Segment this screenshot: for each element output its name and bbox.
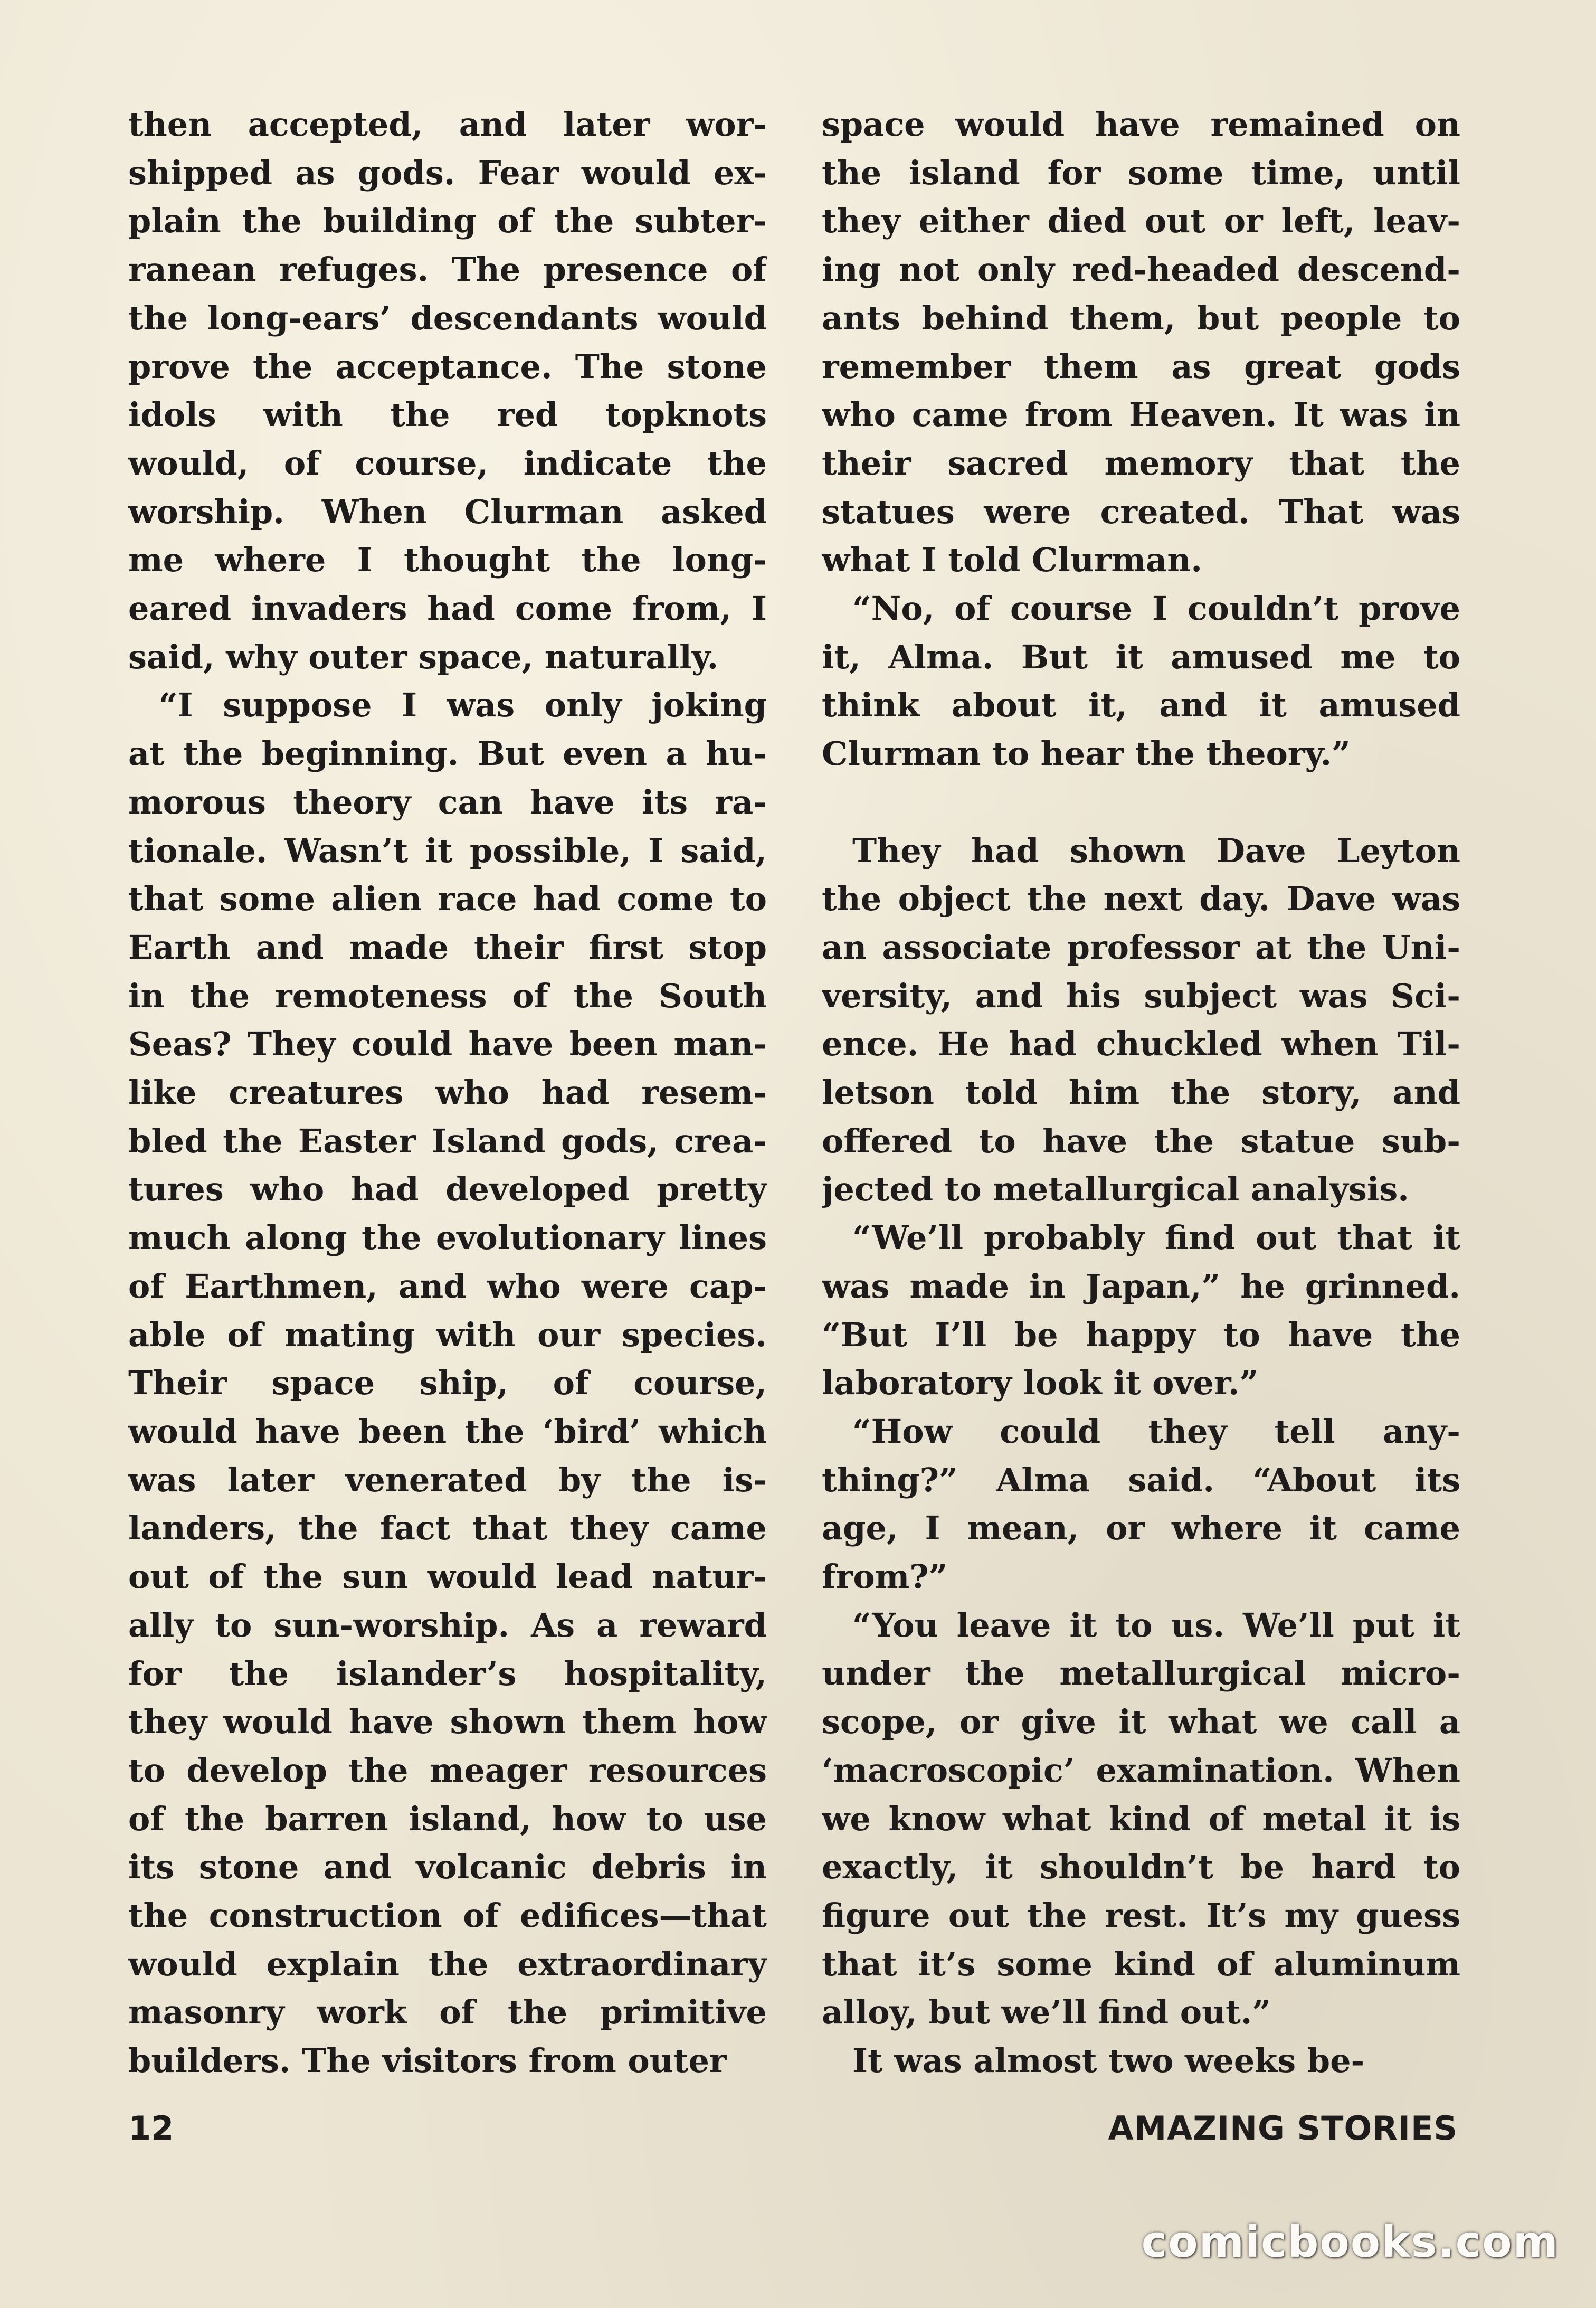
text-line: Their space ship, of course, <box>128 1364 767 1403</box>
text-line: then accepted, and later wor- <box>128 105 767 144</box>
text-line: in the remoteness of the South <box>128 976 767 1015</box>
text-line: remember them as great gods <box>822 347 1460 386</box>
text-line: ants behind them, but people to <box>822 298 1460 337</box>
text-line: who came from Heaven. It was in <box>822 395 1460 434</box>
text-line: age, I mean, or where it came <box>822 1509 1460 1548</box>
text-line: much along the evolutionary lines <box>128 1218 767 1257</box>
left-text-column <box>128 100 767 2085</box>
section-break <box>822 778 1460 827</box>
text-line: scope, or give it what we call a <box>822 1702 1460 1742</box>
text-line: would, of course, indicate the <box>128 443 767 483</box>
text-line: “You leave it to us. We’ll put it <box>852 1605 1460 1644</box>
text-line: masonry work of the primitive <box>128 1993 767 2032</box>
text-line: jected to metallurgical analysis. <box>822 1170 1409 1209</box>
text-line: tionale. Wasn’t it possible, I said, <box>128 831 767 870</box>
text-line: statues were created. That was <box>822 492 1460 531</box>
text-line: the object the next day. Dave was <box>822 879 1460 919</box>
text-line: its stone and volcanic debris in <box>128 1848 767 1887</box>
text-line: that it’s some kind of aluminum <box>822 1944 1460 1983</box>
text-line: able of mating with our species. <box>128 1315 767 1354</box>
text-line: the island for some time, until <box>822 153 1460 192</box>
text-line: their sacred memory that the <box>822 443 1460 483</box>
text-line: under the metallurgical micro- <box>822 1654 1460 1693</box>
text-line: “No, of course I couldn’t prove <box>852 589 1460 628</box>
text-line: the construction of edifices—that <box>128 1896 767 1935</box>
text-line: ‘macroscopic’ examination. When <box>822 1751 1460 1790</box>
text-line: from?” <box>822 1557 948 1596</box>
text-line: of the barren island, how to use <box>128 1799 767 1838</box>
text-line: tures who had developed pretty <box>128 1170 767 1209</box>
text-line: the long-ears’ descendants would <box>128 298 767 337</box>
text-line: Earth and made their first stop <box>128 928 767 967</box>
text-line: They had shown Dave Leyton <box>852 831 1460 870</box>
text-line: alloy, but we’ll find out.” <box>822 1993 1271 2032</box>
text-line: thing?” Alma said. “About its <box>822 1460 1460 1499</box>
text-line: at the beginning. But even a hu- <box>128 734 767 773</box>
text-line: bled the Easter Island gods, crea- <box>128 1121 767 1160</box>
text-line: space would have remained on <box>822 105 1460 144</box>
text-line: laboratory look it over.” <box>822 1364 1259 1403</box>
text-line: morous theory can have its ra- <box>128 782 767 821</box>
text-line: for the islander’s hospitality, <box>128 1654 767 1693</box>
text-line: plain the building of the subter- <box>128 202 767 241</box>
text-line: “I suppose I was only joking <box>159 686 767 725</box>
text-line: was made in Japan,” he grinned. <box>822 1266 1460 1306</box>
text-line: was later venerated by the is- <box>128 1460 767 1499</box>
page-number: 12 <box>128 2109 174 2148</box>
text-line: what I told Clurman. <box>822 541 1202 580</box>
text-line: Clurman to hear the theory.” <box>822 734 1351 773</box>
text-line: shipped as gods. Fear would ex- <box>128 153 767 192</box>
text-line: eared invaders had come from, I <box>128 589 767 628</box>
text-line: prove the acceptance. The stone <box>128 347 767 386</box>
text-line: of Earthmen, and who were cap- <box>128 1266 767 1306</box>
text-line: like creatures who had resem- <box>128 1073 767 1112</box>
text-line: “We’ll probably find out that it <box>852 1218 1460 1257</box>
text-line: would have been the ‘bird’ which <box>128 1412 767 1451</box>
text-line: would explain the extraordinary <box>128 1944 767 1983</box>
text-line: ranean refuges. The presence of <box>128 250 767 289</box>
text-line: exactly, it shouldn’t be hard to <box>822 1848 1460 1887</box>
text-line: letson told him the story, and <box>822 1073 1460 1112</box>
text-line: Seas? They could have been man- <box>128 1025 767 1064</box>
text-line: it, Alma. But it amused me to <box>822 637 1460 676</box>
text-line: they would have shown them how <box>128 1702 767 1742</box>
text-line: me where I thought the long- <box>128 541 767 580</box>
text-line: they either died out or left, leav- <box>822 202 1460 241</box>
running-footer-title: AMAZING STORIES <box>1108 2109 1458 2148</box>
watermark: comicbooks.com <box>1141 2217 1559 2267</box>
text-line: It was almost two weeks be- <box>852 2041 1365 2080</box>
text-line: landers, the fact that they came <box>128 1509 767 1548</box>
text-line: versity, and his subject was Sci- <box>822 976 1460 1015</box>
text-line: idols with the red topknots <box>128 395 767 434</box>
text-line: we know what kind of metal it is <box>822 1799 1460 1838</box>
text-line: builders. The visitors from outer <box>128 2041 727 2080</box>
text-line: to develop the meager resources <box>128 1751 767 1790</box>
text-line: think about it, and it amused <box>822 686 1460 725</box>
text-line: ally to sun-worship. As a reward <box>128 1605 767 1644</box>
text-line: figure out the rest. It’s my guess <box>822 1896 1460 1935</box>
right-text-column <box>822 100 1460 2085</box>
text-line: worship. When Clurman asked <box>128 492 767 531</box>
text-line: offered to have the statue sub- <box>822 1121 1460 1160</box>
text-line: ence. He had chuckled when Til- <box>822 1025 1460 1064</box>
text-line: that some alien race had come to <box>128 879 767 919</box>
text-line: an associate professor at the Uni- <box>822 928 1460 967</box>
text-line: “How could they tell any- <box>852 1412 1460 1451</box>
text-line: “But I’ll be happy to have the <box>822 1315 1460 1354</box>
text-line: out of the sun would lead natur- <box>128 1557 767 1596</box>
text-line: ing not only red-headed descend- <box>822 250 1460 289</box>
text-line: said, why outer space, naturally. <box>128 637 719 676</box>
